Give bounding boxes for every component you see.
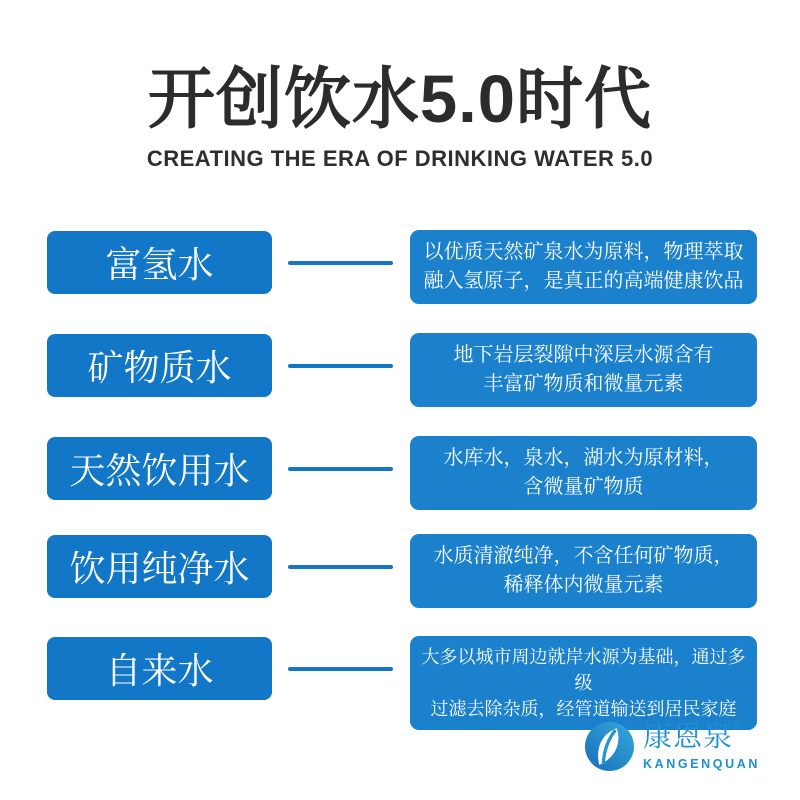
water-type-row [0, 436, 800, 502]
desc-line: 以优质天然矿泉水为原料，物理萃取 [423, 241, 744, 263]
desc-box-purified-water [410, 534, 757, 608]
registered-trademark-icon: ® [734, 720, 743, 733]
page-subtitle: CREATING THE ERA OF DRINKING WATER 5.0 [146, 146, 654, 172]
label-box-purified-water: 饮用纯净水 [47, 535, 272, 598]
desc-line: 水库水，泉水，湖水为原材料， [443, 447, 724, 469]
desc-line: 大多以城市周边就岸水源为基础，通过多级 [421, 647, 746, 694]
connector-line [288, 467, 393, 471]
page-title: 开创饮水5.0时代 [147, 62, 653, 137]
connector-line [288, 565, 393, 569]
logo-romanized: KANGENQUAN [643, 756, 760, 771]
water-type-row [0, 333, 800, 399]
logo-name: 康恩泉 [643, 721, 734, 754]
desc-line: 丰富矿物质和微量元素 [483, 373, 684, 395]
desc-line: 过滤去除杂质，经管道输送到居民家庭 [430, 699, 737, 720]
desc-line: 含微量矿物质 [523, 476, 644, 498]
water-type-row [0, 230, 800, 296]
desc-box-hydrogen-water [410, 230, 757, 304]
logo-text-block [643, 722, 760, 771]
connector-line [288, 261, 393, 265]
connector-line [288, 364, 393, 368]
desc-line: 地下岩层裂隙中深层水源含有 [453, 344, 714, 366]
water-type-row [0, 534, 800, 600]
brand-logo [585, 722, 760, 771]
desc-box-natural-drinking-water [410, 436, 757, 510]
desc-box-mineral-water [410, 333, 757, 407]
label-box-natural-drinking-water: 天然饮用水 [47, 437, 272, 500]
label-box-hydrogen-water: 富氢水 [47, 231, 272, 294]
header [0, 64, 800, 172]
kangenquan-logo-icon [585, 722, 634, 771]
desc-line: 水质清澈纯净，不含任何矿物质， [433, 545, 734, 567]
logo-name-row [643, 722, 742, 754]
desc-box-tap-water [410, 636, 757, 733]
connector-line [288, 667, 393, 671]
water-type-row [0, 636, 800, 720]
desc-line: 稀释体内微量元素 [503, 574, 664, 596]
label-box-tap-water: 自来水 [47, 637, 272, 700]
label-box-mineral-water: 矿物质水 [47, 334, 272, 397]
desc-line: 融入氢原子，是真正的高端健康饮品 [423, 270, 744, 292]
